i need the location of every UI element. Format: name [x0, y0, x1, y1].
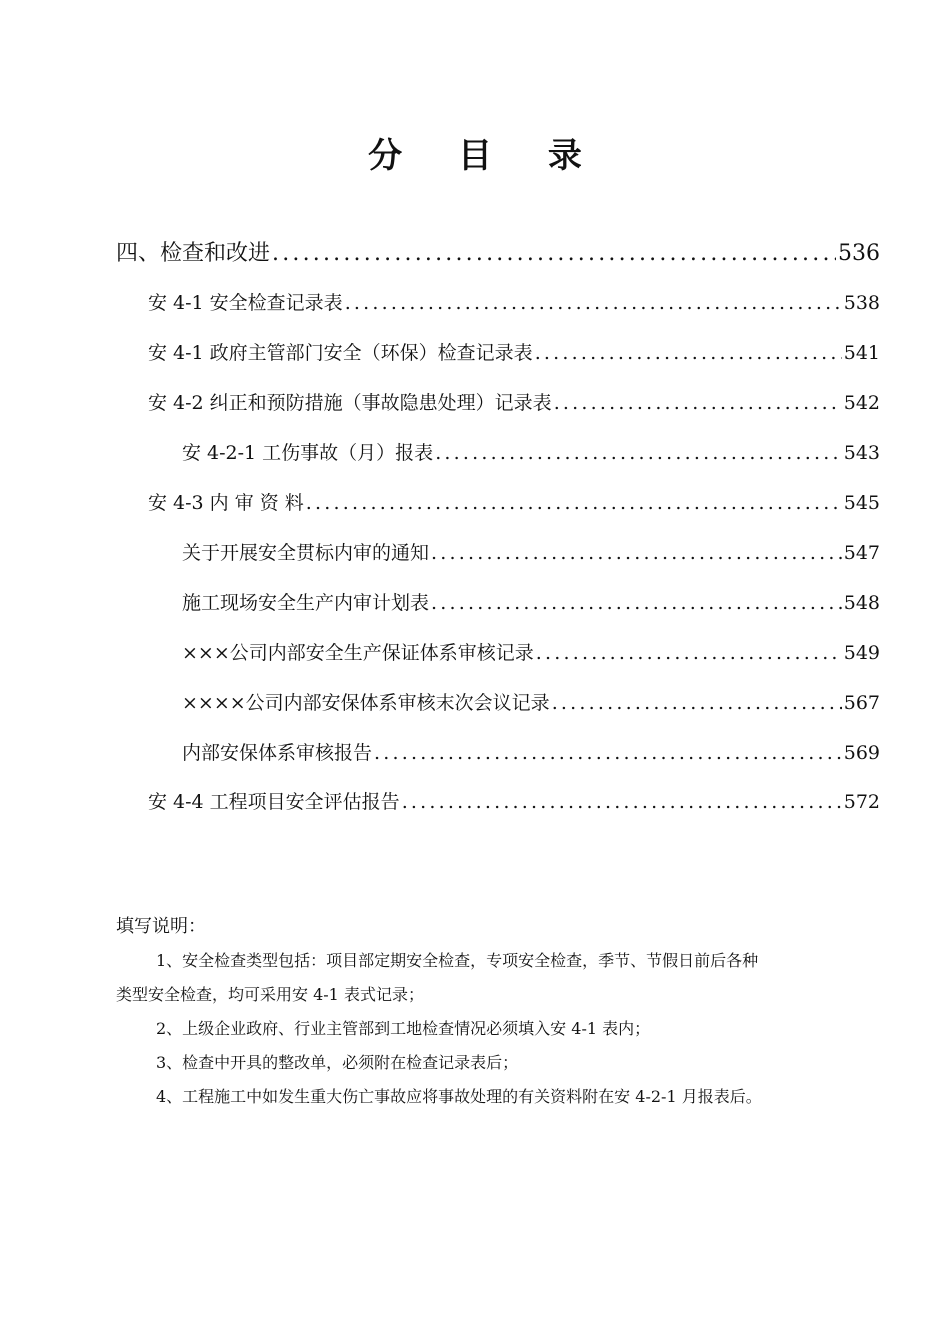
toc-entry-page: 545 [843, 492, 880, 514]
toc-entry-label: 关于开展安全贯标内审的通知 [182, 542, 430, 564]
toc-entry[interactable] [182, 588, 880, 615]
note-item [116, 944, 886, 978]
toc-entry-label: ×××公司内部安全生产保证体系审核记录 [182, 642, 534, 664]
toc-entry[interactable] [116, 236, 880, 267]
toc-leader-dots [552, 692, 842, 714]
note-item-line: 类型安全检查，均可采用安 4-1 表式记录； [116, 985, 424, 1004]
toc-entry[interactable] [182, 738, 880, 765]
toc-entry-label: 安 4-2-1 工伤事故（月）报表 [182, 442, 434, 464]
toc-leader-dots [435, 442, 842, 464]
toc-entry[interactable] [148, 488, 880, 515]
toc-entry-label: 内部安保体系审核报告 [182, 742, 373, 764]
toc-entry-page: 536 [838, 241, 880, 266]
note-item-line: 3、检查中开具的整改单，必须附在检查记录表后； [156, 1053, 519, 1072]
toc-entry[interactable] [182, 438, 880, 465]
toc-entry-page: 538 [843, 292, 880, 314]
toc-leader-dots [272, 241, 836, 266]
page-title: 分 目 录 [368, 136, 604, 176]
toc-leader-dots [536, 642, 842, 664]
toc-entry-label: ××××公司内部安保体系审核末次会议记录 [182, 692, 550, 714]
toc-entry[interactable] [148, 288, 880, 315]
toc-entry-page: 542 [843, 392, 880, 414]
toc-entry[interactable] [182, 538, 880, 565]
toc-entry-label: 安 4-2 纠正和预防措施（事故隐患处理）记录表 [148, 392, 552, 414]
note-item [116, 1080, 886, 1114]
toc-entry[interactable] [148, 338, 880, 365]
toc-entry-label: 安 4-3 内 审 资 料 [148, 492, 304, 514]
note-item-line: 1、安全检查类型包括：项目部定期安全检查，专项安全检查，季节、节假日前后各种 [156, 951, 759, 970]
toc-entry-label: 四、检查和改进 [116, 241, 271, 266]
notes-heading: 填写说明： [116, 916, 206, 937]
toc-entry-page: 567 [843, 692, 880, 714]
toc-entry[interactable] [148, 787, 880, 814]
toc-leader-dots [535, 342, 842, 364]
toc-entry[interactable] [182, 638, 880, 665]
toc-leader-dots [306, 492, 842, 514]
note-item-continuation [116, 978, 886, 1012]
toc-leader-dots [554, 392, 842, 414]
toc-entry-page: 572 [843, 791, 880, 813]
note-item-line: 4、工程施工中如发生重大伤亡事故应将事故处理的有关资料附在安 4-2-1 月报表后。 [156, 1087, 762, 1106]
toc-entry-label: 安 4-1 政府主管部门安全（环保）检查记录表 [148, 342, 533, 364]
toc-entry-page: 543 [843, 442, 880, 464]
toc-entry-page: 547 [843, 542, 880, 564]
toc-entry-label: 安 4-1 安全检查记录表 [148, 292, 343, 314]
toc-entry[interactable] [182, 688, 880, 715]
toc-entry-label: 安 4-4 工程项目安全评估报告 [148, 791, 400, 813]
toc-entry[interactable] [148, 388, 880, 415]
toc-entry-page: 548 [843, 592, 880, 614]
toc-leader-dots [431, 592, 842, 614]
toc-leader-dots [374, 742, 842, 764]
note-item [116, 1012, 886, 1046]
toc-entry-label: 施工现场安全生产内审计划表 [182, 592, 430, 614]
toc-leader-dots [431, 542, 842, 564]
note-item [116, 1046, 886, 1080]
toc-entry-page: 541 [843, 342, 880, 364]
toc-leader-dots [345, 292, 842, 314]
toc-entry-page: 549 [843, 642, 880, 664]
notes-list [116, 944, 886, 1114]
note-item-line: 2、上级企业政府、行业主管部到工地检查情况必须填入安 4-1 表内； [156, 1019, 651, 1038]
toc-entry-page: 569 [843, 742, 880, 764]
toc-leader-dots [402, 791, 842, 813]
